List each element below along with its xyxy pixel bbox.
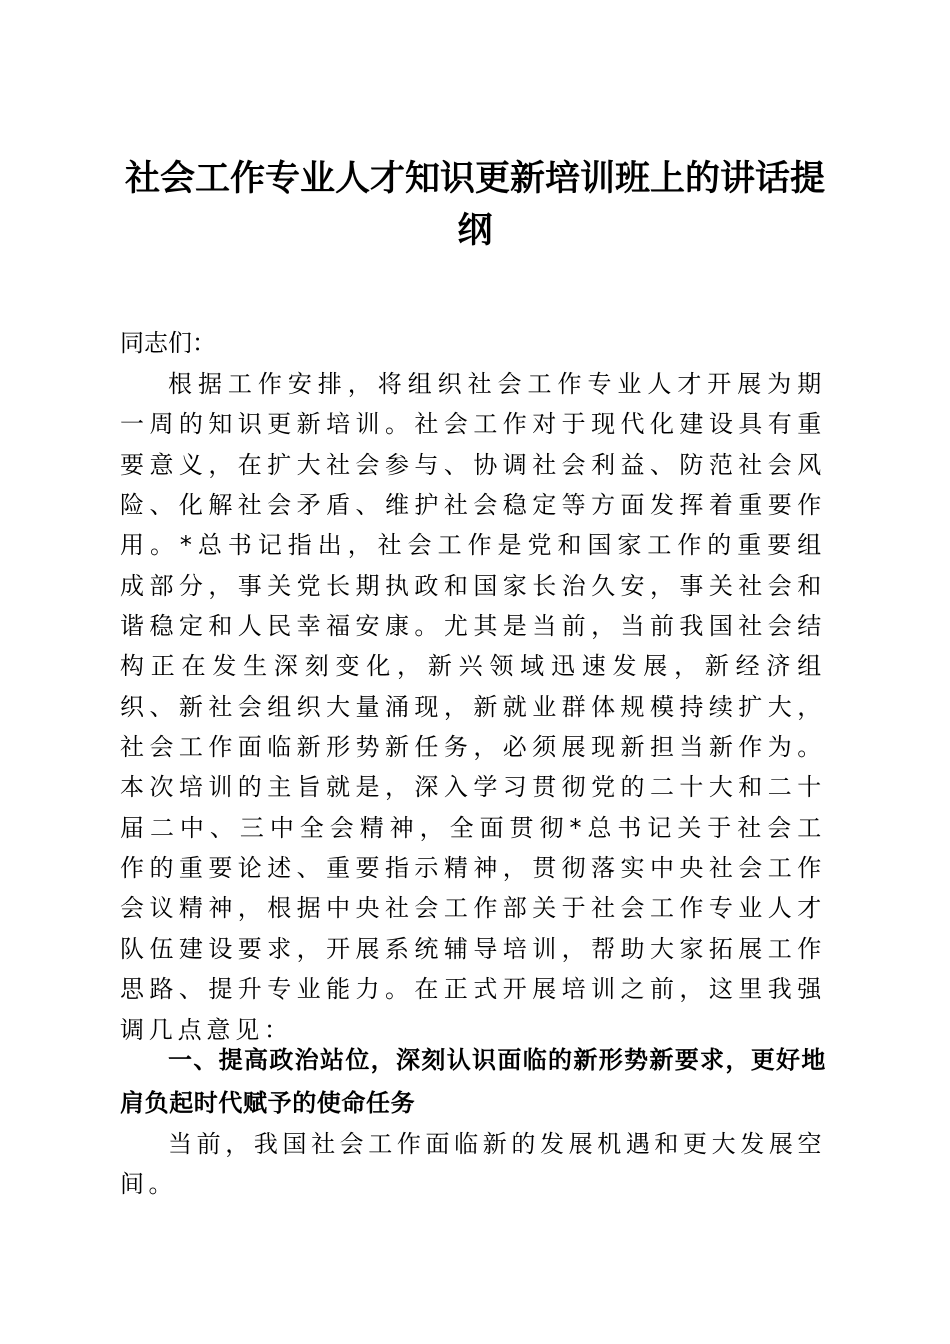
salutation: 同志们： (120, 329, 216, 357)
section-heading: 一、提高政治站位，深刻认识面临的新形势新要求，更好地肩负起时代赋予的使命任务 (120, 1046, 826, 1117)
body-paragraph-closing: 当前，我国社会工作面临新的发展机遇和更大发展空间。 (120, 1130, 826, 1199)
body-paragraph: 根据工作安排，将组织社会工作专业人才开展为期一周的知识更新培训。社会工作对于现代化建设具有重要意义，在扩大社会参与、协调社会利益、防范社会风险、化解社会矛盾、维护社会稳定等方面发挥着重要作用。*总书记指出，社会工作是党和国家工作的重要组成部分，事关党长期执政和国家长治久安，事关社会和谐稳定和人民幸福安康。尤其是当前，当前我国社会结构正在发生深刻变化，新兴领域迅速发展，新经济组织、新社会组织大量涌现，新就业群体规模持续扩大，社会工作面临新形势新任务，必须展现新担当新作为。本次培训的主旨就是，深入学习贯彻党的二十大和二十届二中、三中全会精神，全面贯彻*总书记关于社会工作的重要论述、重要指示精神，贯彻落实中央社会工作会议精神，根据中央社会工作部关于社会工作专业人才队伍建设要求，开展系统辅导培训，帮助大家拓展工作思路、提升专业能力。在正式开展培训之前，这里我强调几点意见： (120, 370, 826, 1044)
document-title: 社会工作专业人才知识更新培训班上的讲话提纲 (124, 158, 825, 251)
